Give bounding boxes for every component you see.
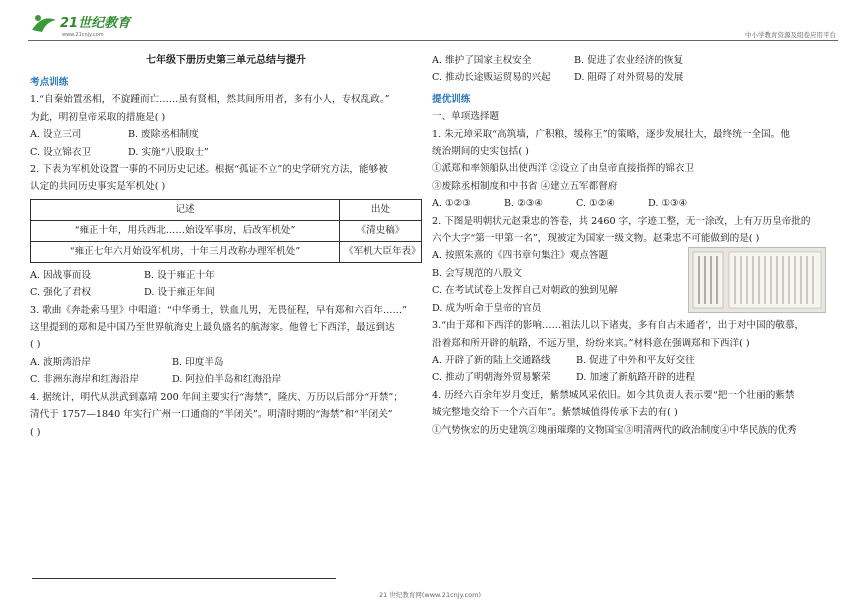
q3-stem: 3. 歌曲《奔赴索马里》中唱道：“中华勇士，铁血儿男，无畏征程，早有郑和六百年……”: [30, 304, 407, 316]
r-q4-stem-cont: 城完整地交给下一个六百年”。紫禁城值得传承下去的有( ): [432, 407, 678, 419]
r-q1-stem-cont: 统治期间的史实包括( ): [432, 146, 529, 158]
option: D. 阻碍了对外贸易的发展: [574, 72, 684, 84]
r-q3-options: [432, 352, 830, 369]
r-q3-options-row2: [432, 369, 830, 386]
table-cell: “雍正十年，用兵西北……始设军事房，后改军机处”: [31, 220, 340, 241]
option: D. 实施“八股取士”: [128, 146, 209, 158]
r-q3-stem-cont: 沿着郑和所开辟的航路，不远万里，纷纷来宾。”材料意在强调郑和下西洋( ): [432, 337, 750, 349]
r-q2-stem: 2. 下图是明朝状元赵秉忠的答卷，共 2460 字，字迹工整，无一涂改，上有万历皇帝批的: [432, 215, 811, 227]
table-row: [31, 220, 422, 241]
option: A. 按照朱熹的《四书章句集注》观点答题: [432, 250, 609, 262]
footer-text: 21 世纪教育网(www.21cnjy.com): [379, 591, 481, 599]
page-title: 七年级下册历史第三单元总结与提升: [146, 55, 306, 66]
option: D. 成为听命于皇帝的官员: [432, 302, 542, 314]
option: B. 废除丞相制度: [128, 129, 199, 141]
option: C. 强化了君权: [30, 287, 92, 299]
header-divider: [28, 40, 838, 41]
q3-options-row2: [30, 371, 422, 388]
logo-text: 21世纪教育: [60, 16, 131, 31]
table-header: 出处: [340, 199, 422, 220]
table-cell: 《清史稿》: [340, 220, 422, 241]
option: D. 阿拉伯半岛和红海沿岸: [172, 374, 282, 386]
table-cell: “雍正七年六月始设军机房，十年三月改称办理军机处”: [31, 241, 340, 262]
q4-blank: ( ): [30, 426, 41, 438]
q1-stem: 1.“自秦始置丞相，不旋踵而亡……虽有贤相，然其间所用者，多有小人，专权乱政。”: [30, 94, 390, 106]
q4-stem-cont: 清代于 1757—1840 年实行广州一口通商的“半闭关”。明清时期的“海禁”和“半闭关”: [30, 409, 393, 421]
section-tiyou: 提优训练: [432, 93, 471, 105]
q4-options-row2: [432, 69, 830, 86]
q4-stem: 4. 据统计，明代从洪武到嘉靖 200 年间主要实行“海禁”，隆庆、万历以后部分“开禁”；: [30, 391, 403, 403]
option: C. 推动了明朝海外贸易繁荣: [432, 372, 551, 384]
option: D. 加速了新航路开辟的进程: [576, 372, 695, 384]
option: D. 设于雍正年间: [144, 287, 216, 299]
option: B. ②③④: [504, 198, 543, 210]
r-q1-options: [432, 195, 830, 212]
right-column: [432, 52, 830, 439]
option: A. 开辟了新的陆上交通路线: [432, 354, 551, 366]
q2-stem-cont: 认定的共同历史事实是军机处( ): [30, 181, 166, 193]
option: A. 设立三司: [30, 129, 82, 141]
exam-paper-image: [688, 247, 826, 313]
subsection-title: 一、单项选择题: [432, 111, 500, 123]
option: C. 设立锦衣卫: [30, 146, 92, 158]
r-q4-stem: 4. 历经六百余年岁月变迁，紫禁城风采依旧。如今其负责人表示要“把一个壮丽的紫禁: [432, 389, 795, 401]
r-q4-items: ①气势恢宏的历史建筑②瑰丽璀璨的文物国宝③明清两代的政治制度④中华民族的优秀: [432, 424, 797, 436]
option: C. 推动长途贩运贸易的兴起: [432, 72, 551, 84]
r-q1-items-cont: ③废除丞相制度和中书省 ④建立五军都督府: [432, 180, 618, 192]
q2-options: [30, 267, 422, 284]
option: A. 维护了国家主权安全: [432, 55, 532, 66]
left-column: [30, 52, 422, 441]
site-logo: [28, 10, 148, 40]
option: B. 促进了中外和平友好交往: [576, 354, 695, 366]
q1-stem-cont: 为此，明初皇帝采取的措施是( ): [30, 111, 166, 123]
option: B. 印度半岛: [172, 356, 224, 368]
logo-url-text: www.21cnjy.com: [62, 32, 104, 38]
q2-options-row2: [30, 284, 422, 301]
table-header-row: [31, 199, 422, 220]
section-kaodian: 考点训练: [30, 77, 69, 88]
q1-options: [30, 126, 422, 143]
option: C. 非洲东海岸和红海沿岸: [30, 374, 140, 386]
footer-divider: [32, 578, 336, 579]
source-table: [30, 199, 422, 263]
q1-options-row2: [30, 144, 422, 161]
header-platform-text: 中小学教育资源及组卷应用平台: [745, 31, 836, 39]
r-q2-options-block: [432, 247, 830, 317]
r-q3-stem: 3.“由于郑和下西洋的影响……祖法儿以下诸夷，多有自古未通者’，出于对中国的敬慕，: [432, 320, 805, 332]
q3-options: [30, 354, 422, 371]
r-q2-stem-cont: 六个大字“第一甲第一名”，现被定为国家一级文物。赵秉忠不可能做到的是( ): [432, 233, 760, 245]
option: C. 在考试试卷上发挥自己对朝政的独到见解: [432, 285, 618, 297]
q3-blank: ( ): [30, 339, 41, 351]
q3-stem-cont: 这里提到的郑和是中国乃至世界航海史上最负盛名的航海家。他曾七下西洋，最远到达: [30, 322, 395, 334]
q4-options: [432, 52, 830, 69]
r-q1-stem: 1. 朱元璋采取“高筑墙，广积粮，缓称王”的策略，逐步发展壮大，最终统一全国。他: [432, 128, 790, 140]
option: C. ①②④: [576, 198, 615, 210]
option: B. 设于雍正十年: [144, 269, 215, 281]
option: A. 波斯湾沿岸: [30, 356, 91, 368]
option: A. 因战事而设: [30, 269, 91, 281]
option: B. 会写规范的八股文: [432, 267, 522, 279]
table-row: [31, 241, 422, 262]
option: D. ①③④: [648, 198, 688, 210]
table-cell: 《军机大臣年表》: [340, 241, 422, 262]
table-header: 记述: [31, 199, 340, 220]
r-q1-items: ①派郑和率领船队出使西洋 ②设立了由皇帝直接指挥的锦衣卫: [432, 163, 695, 175]
option: B. 促进了农业经济的恢复: [574, 55, 684, 66]
q2-stem: 2. 下表为军机处设置一事的不同历史记述。根据“孤证不立”的史学研究方法，能够被: [30, 164, 388, 176]
option: A. ①②③: [432, 198, 471, 210]
